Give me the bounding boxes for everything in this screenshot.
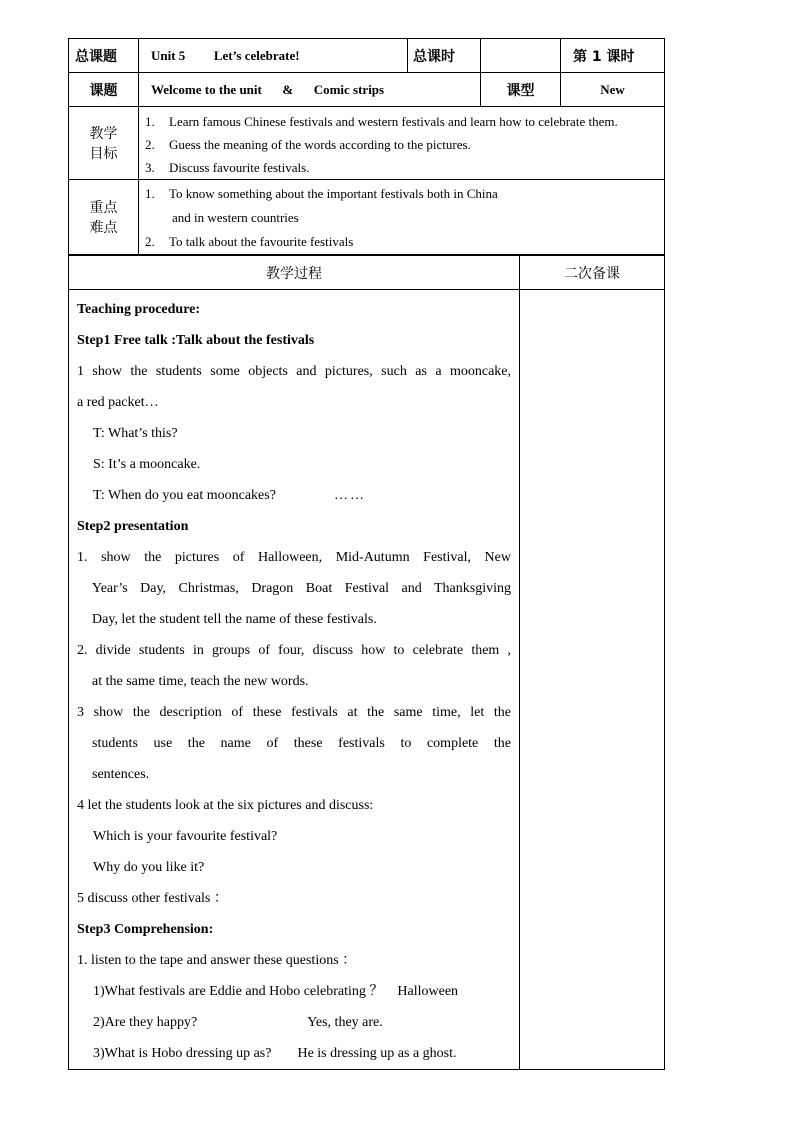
text-line: 2. divide students in groups of four, discuss how to celebrate them , <box>77 643 511 658</box>
text-line: students use the name of these festivals to complete the <box>92 736 511 751</box>
secondary-prep-content <box>520 290 665 1070</box>
lesson-title-part1: Welcome to the unit <box>151 81 262 97</box>
qa-line: 3)What is Hobo dressing up as? He is dressing up as a ghost. <box>93 1046 457 1061</box>
qa-line: 2)Are they happy? Yes, they are. <box>93 1015 383 1030</box>
unit-title: Let’s celebrate! <box>213 47 300 63</box>
lesson-title-part2: Comic strips <box>313 81 385 97</box>
text-line: at the same time, teach the new words. <box>92 674 309 689</box>
key-points-content <box>139 180 665 255</box>
objective-item: 1. Learn famous Chinese festivals and western festivals and learn how to celebrate them. <box>145 114 618 129</box>
text-line: 1. listen to the tape and answer these questions ： <box>77 953 357 968</box>
text-line: 4 let the students look at the six pictures and discuss: <box>77 798 374 813</box>
process-heading: 教学过程 <box>69 256 520 290</box>
objective-item: 2. Guess the meaning of the words according to the pictures. <box>145 137 471 152</box>
key-points-label: 重点 难点 <box>69 180 139 255</box>
objectives-content <box>139 107 665 180</box>
lesson-number: 第 1 课时 <box>561 39 665 73</box>
unit-number: Unit 5 <box>151 47 186 63</box>
text-line: a red packet… <box>77 395 159 410</box>
key-point-item: 2. To talk about the favourite festivals <box>145 234 354 249</box>
text-line: 1 show the students some objects and pictures, such as a mooncake, <box>77 364 511 379</box>
step-heading: Step3 Comprehension: <box>77 922 214 937</box>
total-hours-label: 总课时 <box>408 39 481 73</box>
topic-value <box>139 39 408 73</box>
process-table <box>68 255 665 1070</box>
total-hours-value <box>481 39 561 73</box>
key-point-item: 1. To know something about the important festivals both in China and in western countries <box>145 186 498 225</box>
text-line: 3 show the description of these festivals at the same time, let the <box>77 705 511 720</box>
text-line: Day, let the student tell the name of these festivals. <box>92 612 377 627</box>
lesson-header-table <box>68 38 665 255</box>
lesson-type-label: 课型 <box>481 73 561 107</box>
dialogue-line: T: When do you eat mooncakes? …… <box>93 488 366 503</box>
step-heading: Step1 Free talk :Talk about the festivals <box>77 333 315 348</box>
question-line: Why do you like it? <box>93 860 205 875</box>
secondary-prep-heading: 二次备课 <box>520 256 665 290</box>
topic-label: 总课题 <box>69 39 139 73</box>
text-line: 5 discuss other festivals ： <box>77 891 228 906</box>
text-line: 1. show the pictures of Halloween, Mid-Autumn Festival, New <box>77 550 511 565</box>
question-line: Which is your favourite festival? <box>93 829 278 844</box>
lesson-title <box>139 73 481 107</box>
text-line: sentences. <box>92 767 150 782</box>
dialogue-line: T: What’s this? <box>93 426 178 441</box>
lesson-title-amp: & <box>282 81 294 97</box>
lesson-type-value: New <box>561 73 665 107</box>
step-heading: Step2 presentation <box>77 519 189 534</box>
text-line: Year’s Day, Christmas, Dragon Boat Festival and Thanksgiving <box>92 581 511 596</box>
section-heading: Teaching procedure: <box>77 302 201 317</box>
dialogue-line: S: It’s a mooncake. <box>93 457 201 472</box>
objectives-label: 教学 目标 <box>69 107 139 180</box>
qa-line: 1)What festivals are Eddie and Hobo celebrating ？ Halloween <box>93 984 459 999</box>
objective-item: 3. Discuss favourite festivals. <box>145 160 310 175</box>
process-content <box>69 290 520 1070</box>
lesson-label: 课题 <box>69 73 139 107</box>
